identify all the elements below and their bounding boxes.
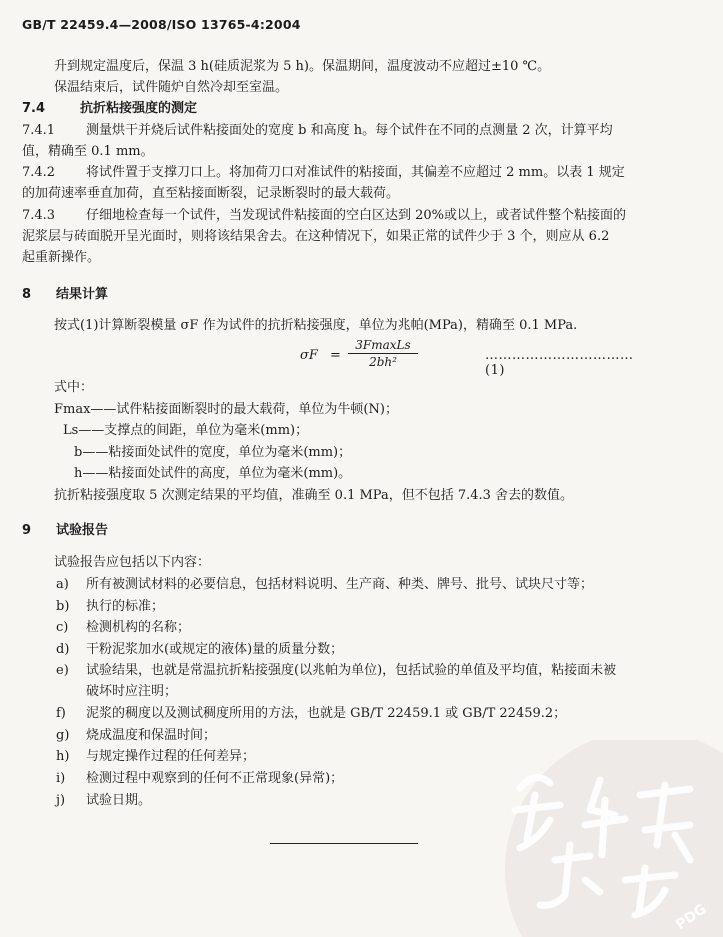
report-item-a [56,575,593,595]
formula-number: ……………………………(1) [485,348,634,378]
standard-header: GB/T 22459.4—2008/ISO 13765-4:2004 [22,17,301,32]
section-7-4-heading [22,99,197,119]
formula-fraction [348,338,418,369]
report-item-c [56,618,190,638]
item-text: 与规定操作过程的任何差异； [86,749,256,764]
section-9-intro: 试验报告应包括以下内容： [54,555,211,570]
item-label: j) [56,793,66,808]
item-label: i) [56,771,66,786]
item-text: 泥浆的稠度以及测试稠度所用的方法，也就是 GB/T 22459.1 或 GB/T 22459.2； [86,706,567,721]
intro-line-2: 保温结束后，试件随炉自然冷却至室温。 [54,80,289,95]
report-item-h [56,747,255,767]
section-8-text: 按式(1)计算断裂模量 σF 作为试件的抗折粘接强度，单位为兆帕(MPa)，精确至 0.1 MPa. [54,318,578,333]
clause-7-4-3-line-2: 泥浆层与砖面脱开呈光面时，则将该结果舍去。在这种情况下，如果正常的试件少于 3 个，则应从 6.2 [22,229,610,244]
clause-7-4-2-line-2: 的加荷速率垂直加荷，直至粘接面断裂，记录断裂时的最大载荷。 [22,186,400,201]
item-text: 检测过程中观察到的任何不正常现象(异常)； [86,771,344,786]
variable-fmax: Fmax——试件粘接面断裂时的最大载荷，单位为牛顿(N)； [54,402,398,417]
item-text: 所有被测试材料的必要信息，包括材料说明、生产商、种类、牌号、批号、试块尺寸等； [86,577,594,592]
item-text: 试验结果，也就是常温抗折粘接强度(以兆帕为单位)，包括试验的单值及平均值，粘接面未被 [86,663,617,678]
formula-equals: = [330,348,341,363]
clause-text: 仔细地检查每一个试件，当发现试件粘接面的空白区达到 20%或以上，或者试件整个粘接面的 [86,208,627,223]
clause-7-4-1-line-1 [22,121,613,141]
formula-lhs: σF [300,348,318,363]
report-item-e [56,661,616,681]
watermark-text: PDG [673,901,710,934]
item-label: a) [56,577,69,592]
item-text: 烧成温度和保温时间； [86,728,217,743]
section-8-note: 抗折粘接强度取 5 次测定结果的平均值，准确至 0.1 MPa，但不包括 7.4.3 舍去的数值。 [54,488,574,503]
report-item-f [56,704,566,724]
clause-7-4-2-line-1 [22,163,625,183]
report-item-b [56,597,164,617]
section-title: 试验报告 [56,523,109,538]
variable-b: b——粘接面处试件的宽度，单位为毫米(mm)； [74,445,352,460]
clause-7-4-3-line-1 [22,206,626,226]
report-item-e-cont: 破坏时应注明； [86,684,178,699]
item-label: h) [56,749,70,764]
section-number: 7.4 [22,101,46,116]
section-8-heading [22,285,108,305]
section-title: 结果计算 [56,287,109,302]
section-number: 9 [22,523,32,538]
item-text: 干粉泥浆加水(或规定的液体)量的质量分数； [86,642,344,657]
item-label: f) [56,706,66,721]
variable-h: h——粘接面处试件的高度，单位为毫米(mm)。 [74,466,352,481]
report-item-i [56,769,343,789]
formula-denominator: 2bh² [369,355,397,369]
clause-number: 7.4.2 [22,165,56,180]
formula-1 [300,338,634,378]
item-label: b) [56,599,70,614]
section-number: 8 [22,287,32,302]
item-text: 执行的标准； [86,599,165,614]
item-label: e) [56,663,69,678]
variable-ls: Ls——支撑点的间距，单位为毫米(mm)； [63,423,309,438]
clause-7-4-3-line-3: 起重新操作。 [22,250,101,265]
watermark-stamp [475,740,723,937]
report-item-j [56,791,151,811]
intro-line-1: 升到规定温度后，保温 3 h(硅质泥浆为 5 h)。保温期间，温度波动不应超过±10 ℃。 [54,59,551,74]
where-label: 式中： [54,380,94,395]
item-label: g) [56,728,70,743]
item-label: c) [56,620,69,635]
clause-number: 7.4.3 [22,208,56,223]
report-item-d [56,640,343,660]
section-title: 抗折粘接强度的测定 [80,101,198,116]
clause-number: 7.4.1 [22,123,56,138]
clause-text: 测量烘干并烧后试件粘接面处的宽度 b 和高度 h。每个试件在不同的点测量 2 次，计算平均 [86,123,613,138]
end-rule [270,843,418,844]
clause-text: 将试件置于支撑刀口上。将加荷刀口对准试件的粘接面，其偏差不应超过 2 mm。以表 1 规定 [86,165,625,180]
item-label: d) [56,642,70,657]
item-text: 试验日期。 [86,793,152,808]
clause-7-4-1-line-2: 值，精确至 0.1 mm。 [22,144,154,159]
item-text: 检测机构的名称； [86,620,191,635]
section-9-heading [22,521,108,541]
formula-numerator: 3FmaxLs [348,338,418,354]
report-item-g [56,726,216,746]
